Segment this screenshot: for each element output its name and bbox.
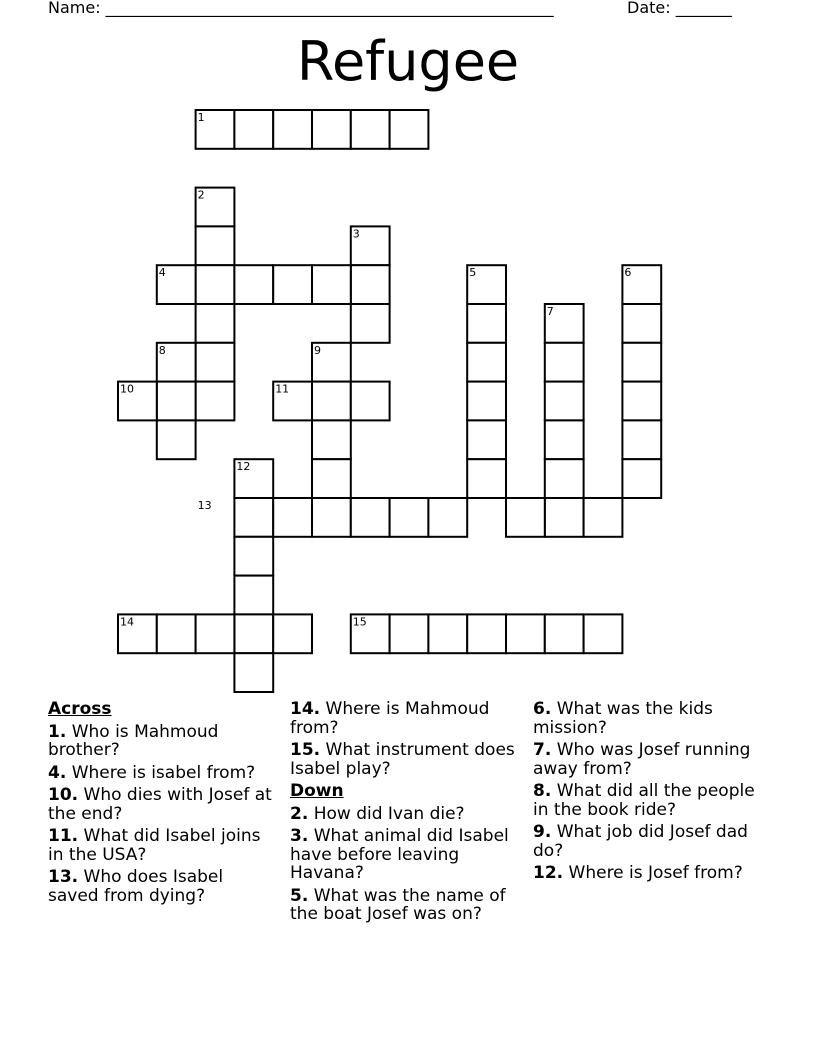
clue-number-label: 7	[546, 305, 554, 318]
clue-text: What did Isabel joins in the USA?	[48, 826, 261, 865]
grid-cell[interactable]	[234, 614, 273, 653]
grid-cell[interactable]	[234, 110, 273, 149]
clue-down-6	[533, 700, 773, 737]
clue-text: Who was Josef running away from?	[533, 740, 751, 779]
clue-number: 7.	[533, 740, 552, 760]
clue-number-label: 8	[158, 343, 166, 357]
grid-cell[interactable]	[622, 343, 661, 382]
clue-number: 1.	[48, 721, 67, 742]
grid-cell[interactable]	[467, 382, 506, 421]
puzzle-title: Refugee	[296, 30, 520, 93]
clues-column-3	[533, 700, 773, 887]
grid-cell[interactable]	[390, 498, 429, 537]
clue-number: 6.	[533, 699, 552, 719]
clue-down-7	[533, 741, 773, 778]
clue-number: 2.	[290, 803, 309, 824]
grid-cell[interactable]	[622, 382, 661, 421]
clue-text: What did all the people in the book ride?	[533, 781, 755, 820]
grid-cell[interactable]	[312, 498, 351, 537]
clue-text: Where is Josef from?	[563, 863, 743, 883]
clue-down-12	[533, 864, 773, 883]
clue-down-8	[533, 782, 773, 819]
grid-cell[interactable]	[545, 382, 584, 421]
clue-number-label: 1	[197, 111, 205, 124]
grid-cell[interactable]	[467, 459, 506, 498]
grid-cell[interactable]	[622, 304, 661, 343]
clue-across-14	[290, 700, 520, 737]
grid-cell[interactable]	[584, 614, 623, 653]
grid-cell[interactable]	[196, 304, 235, 343]
clue-number: 14.	[290, 699, 321, 719]
clue-number-label: 15	[352, 615, 367, 629]
grid-cell[interactable]	[234, 265, 273, 304]
grid-cell[interactable]	[506, 614, 545, 653]
grid-cell[interactable]	[351, 498, 390, 537]
grid-cell[interactable]	[390, 110, 429, 149]
clue-number: 9.	[533, 822, 552, 842]
grid-cell[interactable]	[545, 420, 584, 459]
clue-across-10	[48, 786, 278, 823]
clue-number-label: 10	[120, 382, 134, 396]
down-heading: Down	[290, 781, 344, 801]
clue-number-label: 9	[314, 343, 321, 357]
clue-text: What was the kids mission?	[533, 699, 713, 738]
grid-cell[interactable]	[545, 343, 584, 382]
clue-number-label: 13	[197, 499, 212, 512]
grid-cell[interactable]	[196, 614, 235, 653]
grid-cell[interactable]	[622, 420, 661, 459]
clue-number-label: 4	[158, 266, 166, 280]
grid-cell[interactable]	[351, 382, 390, 421]
grid-cell[interactable]	[273, 614, 312, 653]
grid-cell[interactable]	[351, 110, 390, 149]
date-field-label: Date: _______	[627, 0, 732, 17]
grid-cell[interactable]	[312, 382, 351, 421]
clue-number: 3.	[290, 826, 309, 846]
clue-number: 15.	[290, 740, 321, 760]
clue-number-label: 12	[236, 460, 251, 474]
grid-cell[interactable]	[157, 382, 196, 421]
grid-cell[interactable]	[545, 498, 584, 537]
grid-cell[interactable]	[196, 265, 235, 304]
clue-text: Who dies with Josef at the end?	[48, 785, 272, 824]
clue-text: Who is Mahmoud brother?	[48, 721, 219, 760]
grid-cell[interactable]	[234, 653, 273, 692]
grid-cell[interactable]	[467, 420, 506, 459]
clue-across-4	[48, 764, 278, 783]
clue-number: 11.	[48, 826, 79, 846]
clue-down-3	[290, 827, 520, 883]
clue-text: What animal did Isabel have before leaving Havana?	[290, 826, 509, 883]
clue-number: 12.	[533, 863, 564, 883]
clue-down-9	[533, 823, 773, 860]
grid-cell[interactable]	[351, 265, 390, 304]
grid-cell[interactable]	[390, 614, 429, 653]
clue-text: What job did Josef dad do?	[533, 822, 748, 861]
clue-text: What instrument does Isabel play?	[290, 740, 515, 779]
grid-cell[interactable]	[312, 420, 351, 459]
clue-across-13	[48, 868, 278, 905]
grid-cell[interactable]	[312, 459, 351, 498]
clue-number: 13.	[48, 867, 79, 887]
clue-number-label: 11	[275, 382, 290, 396]
clue-down-2	[290, 805, 520, 824]
clue-text: What was the name of the boat Josef was on?	[290, 885, 506, 924]
grid-cell[interactable]	[312, 110, 351, 149]
across-heading: Across	[48, 699, 112, 719]
clues-column-1	[48, 700, 278, 909]
grid-cell[interactable]	[234, 537, 273, 576]
grid-cell[interactable]	[312, 265, 351, 304]
clue-number-label: 3	[352, 227, 360, 241]
clue-number: 8.	[533, 781, 552, 801]
clue-number: 10.	[48, 785, 79, 805]
grid-cell[interactable]	[467, 304, 506, 343]
grid-cell[interactable]	[157, 614, 196, 653]
clue-number-label: 5	[469, 266, 477, 280]
grid-cell[interactable]	[467, 614, 506, 653]
clue-down-5	[290, 887, 520, 924]
clue-across-1	[48, 723, 278, 760]
grid-cell[interactable]	[506, 498, 545, 537]
clue-number-label: 2	[197, 188, 205, 202]
clue-text: Where is isabel from?	[66, 762, 256, 783]
clue-number: 4.	[48, 762, 67, 783]
clues-column-2	[290, 700, 520, 928]
clue-number-label: 6	[624, 266, 632, 280]
grid-cell[interactable]	[234, 498, 273, 537]
grid-cell[interactable]	[196, 226, 235, 265]
clue-text: Who does Isabel saved from dying?	[48, 867, 224, 906]
grid-cell[interactable]	[196, 343, 235, 382]
grid-cell[interactable]	[467, 343, 506, 382]
clue-number: 5.	[290, 885, 309, 906]
grid-cell[interactable]	[351, 304, 390, 343]
grid-cell[interactable]	[157, 420, 196, 459]
grid-cell[interactable]	[273, 498, 312, 537]
grid-cell[interactable]	[545, 614, 584, 653]
clue-number-label: 14	[120, 615, 134, 629]
grid-cell[interactable]	[428, 498, 467, 537]
clue-across-11	[48, 827, 278, 864]
clue-text: How did Ivan die?	[308, 803, 465, 824]
grid-cell[interactable]	[273, 110, 312, 149]
grid-cell[interactable]	[196, 382, 235, 421]
grid-cell[interactable]	[273, 265, 312, 304]
grid-cell[interactable]	[545, 459, 584, 498]
grid-cell[interactable]	[234, 576, 273, 615]
grid-cell[interactable]	[428, 614, 467, 653]
grid-cell[interactable]	[622, 459, 661, 498]
name-field-label: Name: ________________________________________________________	[48, 0, 554, 17]
clue-across-15	[290, 741, 520, 778]
grid-cell[interactable]	[584, 498, 623, 537]
clue-text: Where is Mahmoud from?	[290, 699, 490, 738]
